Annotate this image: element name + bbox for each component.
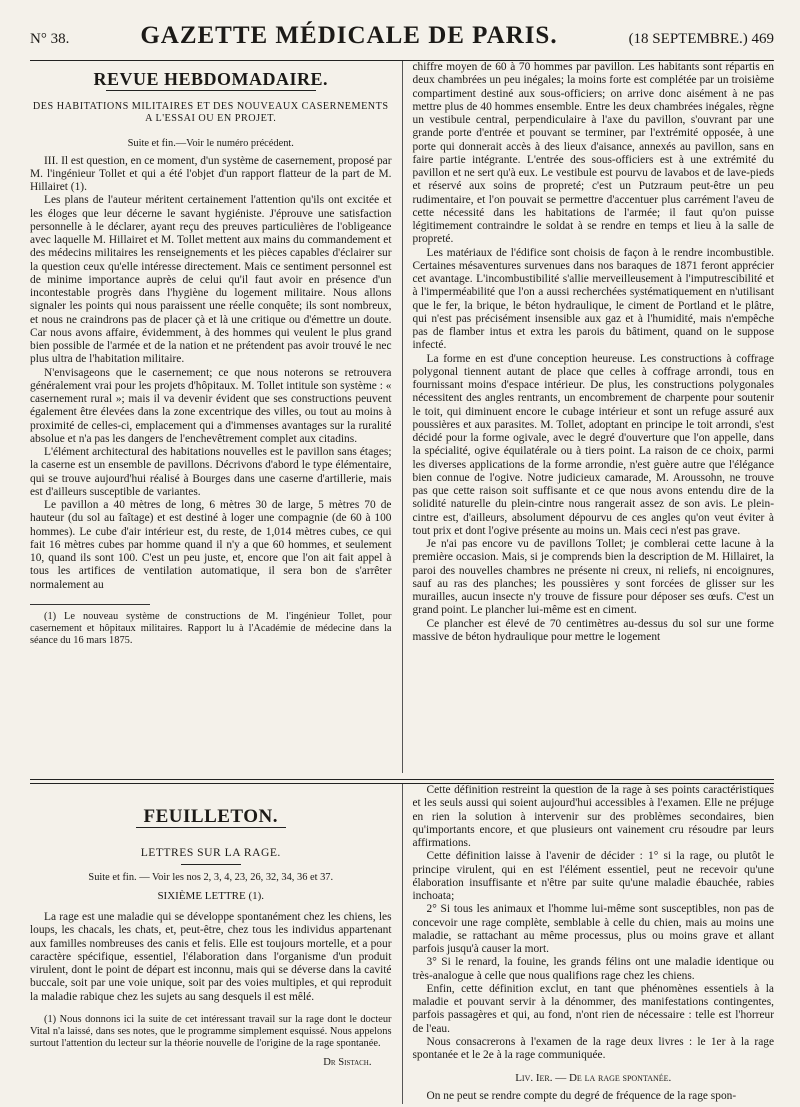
revue-left-column (30, 61, 402, 773)
paragraph: chiffre moyen de 60 à 70 hommes par pavillon. Les habitants sont répartis en deux chambrées un peu inégales; la moins forte est complétée par un troisième compartiment destiné aux sous-officiers; on arrive donc aisément à ne pas mettre plus de 40 hommes ensemble. Entre les deux chambrées inégales, règne un vestibule central, perpendiculaire à l'axe du pavillon, s'ouvrant par une grande porte d'entrée et pouvant se terminer, par l'extrémité opposée, à une porte qui donnerait accès à des lieux d'aisance, annexés au pavillon, sans en faire partie intégrante. L'entrée des sous-officiers est à une extrémité du pavillon et ne sert qu'à eux. Le vestibule est pourvu de lavabos et de lave-pieds et réservé aux soins de propreté; c'est un Putzraum peut-être un peu rudimentaire, et l'on pouvait se permettre d'accentuer plus carrément l'aveu de cette nécessité dans les habitations de l'armée; il faut qu'on puisse légitimement contraindre le soldat à se rendre en temps et lieu à la salle de propreté. (412, 61, 774, 246)
footnote: (1) Nous donnons ici la suite de cet intéressant travail sur la rage dont le docteur Vital n'a laissé, dans ses notes, que le programme simplement esquissé. Nous appelons surtout l'attention du lecteur sur la théorie nouvelle de l'origine de la rage spontanée. (30, 1013, 392, 1050)
paragraph: Les plans de l'auteur méritent certainement l'attention qu'ils ont excitée et les éloges que leur décerne le savant hygiéniste. J'éprouve une satisfaction personnelle à le déclarer, ayant reçu des preuves particulières de l'obligeance avec laquelle M. Hillairet et M. Tollet mettent aux mains du commandement et des médecins militaires les renseignements et les pièces capables d'éclairer sur la question ceux qu'elle intéresse directement. Mais ce sentiment personnel est de minime importance auprès de celui qu'il faut avoir en présence d'un incontestable progrès dans l'hygiène du logement militaire. Nous allons signaler les points qui nous paraissent une réelle conquête; ils sont nombreux, et nous ne craindrons pas de placer çà et là une critique ou d'émettre un doute. Car nous avons affaire, évidemment, à des hommes qui veulent le plus grand bien possible de l'armée et de la nation et ne prétendent pas avoir trouvé le nec plus ultra de l'habitation militaire. (30, 194, 392, 366)
paragraph: Nous consacrerons à l'examen de la rage deux livres : le 1er à la rage spontanée et le 2e à la rage communiquée. (412, 1035, 774, 1061)
paragraph: 3° Si le renard, la fouine, les grands félins ont une maladie identique ou très-analogue à celle que nous qualifions rage chez les chiens. (412, 956, 774, 982)
masthead (30, 22, 774, 58)
feuilleton-section (30, 784, 774, 1104)
lettre-heading: SIXIÈME LETTRE (1). (157, 889, 265, 902)
paragraph: Je n'ai pas encore vu de pavillons Tollet; je comblerai cette lacune à la première occasion. Mais, si je comprends bien la description de M. Hillairet, la paroi des nouvelles chambres ne présente ni creux, ni reliefs, ni encoignures, sauf au ras des planches; les poussières y sont forcées de glisser sur les murailles, aucun insecte n'y trouve de fissure pour déposer ses œufs. C'est un grand point. Le plancher lui-même est en ciment. (412, 538, 774, 617)
revue-subtitle: DES HABITATIONS MILITAIRES ET DES NOUVEAUX CASERNEMENTS A L'ESSAI OU EN PROJET. (32, 101, 389, 125)
feuilleton-title: FEUILLETON. (30, 810, 392, 828)
paragraph: Le pavillon a 40 mètres de long, 6 mètres 30 de large, 5 mètres 70 de hauteur (du sol au faîtage) et est destiné à loger une compagnie (de 60 à 100 hommes). Le cube d'air intérieur est, du reste, de 1,014 mètres cubes, ce qui fait 16 mètres cubes par homme quand il n'y a que 60 hommes, et seulement 10, quand ils sont 100. C'est un peu juste, et, encore que l'on ait fait appel à tous les artifices de ventilation automatique, il sera bon de s'arrêter normalement au (30, 499, 392, 591)
paragraph: On ne peut se rendre compte du degré de fréquence de la rage spon- (426, 1089, 737, 1102)
feuilleton-left-column (30, 784, 402, 1104)
paragraph: N'envisageons que le casernement; ce que nous noterons se retrouvera généralement vrai pour les projets d'hôpitaux. M. Tollet intitule son système : « casernement rural »; mais il va devenir évident que ses constructions peuvent également être élevées dans la zone excentrique des villes, ou tout au moins à proximité de celles-ci, emplacement qui a d'immenses avantages sur la ruralité absolue et n'a pas les dangers de l'enchevêtrement complet aux citadins. (30, 366, 392, 445)
paragraph: Ce plancher est élevé de 70 centimètres au-dessus du sol sur une forme massive de béton hydraulique pour mettre le logement (412, 617, 774, 643)
paragraph: 2° Si tous les animaux et l'homme lui-même sont susceptibles, non pas de concevoir une rage complète, semblable à celle du chien, mais au moins une maladie, se rattachant au même processus, plus ou moins grave et allant parfois jusqu'à causer la mort. (412, 903, 774, 955)
paragraph: Les matériaux de l'édifice sont choisis de façon à le rendre incombustible. Certaines mésaventures survenues dans nos baraques de 1871 feront apprécier cet avantage. L'incombustibilité s'allie merveilleusement à l'imputrescibilité et à l'imperméabilité que l'on a aussi recherchées systématiquement en n'utilisant que le fer, la brique, le béton hydraulique, le ciment de Portland et le plâtre, qui n'est pas précisément insensible aux gaz et à l'humidité, mais n'empêche pas de flamber intus et extra les parois du bâtiment, quand on le suppose infecté. (412, 246, 774, 352)
feuilleton-right-column (402, 784, 775, 1104)
issue-date-page: (18 SEPTEMBRE.) 469 (628, 31, 774, 47)
paragraph: L'élément architectural des habitations nouvelles est le pavillon sans étages; la caserne est un ensemble de pavillons. Décrivons d'abord le type élémentaire, qui se trouve aujourd'hui réalisé à Bourges dans une caserne d'artillerie, mais est d'ailleurs susceptible de variantes. (30, 446, 392, 498)
livre-heading: Liv. Ier. — De la rage spontanée. (515, 1072, 672, 1085)
footnote: (1) Le nouveau système de constructions de M. l'ingénieur Tollet, pour casernement et hôpitaux militaires. Rapport lu à l'Académie de médecine dans la séance du 16 mars 1875. (30, 610, 392, 647)
signature: Dr Sistach. (323, 1057, 372, 1069)
paragraph: La forme en est d'une conception heureuse. Les constructions à coffrage polygonal tiennent autant de place que celles à coffrage arrondi, tous en fournissant moins d'espace intérieur. De plus, les constructions polygonales nécessitent des angles rentrants, un encombrement de charpente pour soutenir le toit, qui diminuent encore le cubage intérieur et sont un refuge assuré aux poussières et aux parasites. M. Tollet, adoptant en principe le toit arrondi, s'est décidé pour la forme ogivale, avec le degré d'ouverture que l'on appelle, dans la spécialité, ogive équilatérale ou à tiers point. La raison de ce choix, parmi les diverses applications de la forme arrondie, n'est guère autre que l'élégance bien connue de l'ogive. Notre judicieux camarade, M. Aroussohn, ne trouve pas que cette raison soit suffisante et ce que nous avons entendu dire de la solidité naturelle du plein-cintre nous rangerait assez de son avis. Le plein-cintre est, d'ailleurs, absolument dépourvu de ces angles qu'on veut éviter à tout prix et dont l'ogive présente au moins un. Mais ceci n'est pas grave. (412, 352, 774, 537)
newspaper-title: GAZETTE MÉDICALE DE PARIS. (140, 22, 558, 49)
footnote-rule (30, 604, 150, 605)
paragraph: III. Il est question, en ce moment, d'un système de casernement, proposé par M. l'ingénieur Tollet et qui a été l'objet d'un rapport flatteur de la part de M. Hillairet (1). (30, 154, 392, 193)
feuilleton-suite-note: Suite et fin. — Voir les nos 2, 3, 4, 23, 26, 32, 34, 36 et 37. (88, 871, 334, 883)
paragraph: Cette définition laisse à l'avenir de décider : 1° si la rage, ou plutôt le principe virulent, qui en est l'élément essentiel, peut ne recevoir qu'une élaboration insuffisante et n'être par suite qu'une maladie ébauchée, rabies inchoata; (412, 850, 774, 902)
paragraph: Enfin, cette définition exclut, en tant que phénomènes essentiels à la maladie et pouvant servir à la dénommer, des manifestations contingentes, parfois passagères et qui, au fond, n'ont rien de nécessaire : telle est l'horreur de l'eau. (412, 982, 774, 1035)
feuilleton-subtitle: LETTRES SUR LA RAGE. (30, 846, 392, 864)
paragraph: La rage est une maladie qui se développe spontanément chez les chiens, les loups, les chacals, les chats, et, peut-être, chez tous les individus appartenant aux familles nombreuses des canis et felis. Elle est toujours mortelle, et a pour caractère spécifique, essentiel, l'élaboration dans l'organisme d'un produit virulent, dont le point de départ est inconnu, mais qui se déverse dans la cavité buccale, soit par une voie unique, soit par des voies multiples, et qui reproduit la maladie rabique chez les sujets au sang desquels il est mêlé. (30, 911, 392, 1003)
paragraph: Cette définition restreint la question de la rage à ses points caractéristiques et les seuls aussi qui soient aujourd'hui accessibles à l'examen. Elle ne préjuge en rien la solution à intervenir sur des problèmes secondaires, bien qu'importants encore, et que plusieurs ont vainement cru résoudre par leurs affirmations. (412, 784, 774, 849)
revue-suite-note: Suite et fin.—Voir le numéro précédent. (127, 138, 294, 150)
revue-right-column (402, 61, 775, 773)
revue-title: REVUE HEBDOMADAIRE. (30, 73, 392, 91)
revue-section (30, 61, 774, 773)
issue-number: N° 38. (30, 31, 70, 47)
